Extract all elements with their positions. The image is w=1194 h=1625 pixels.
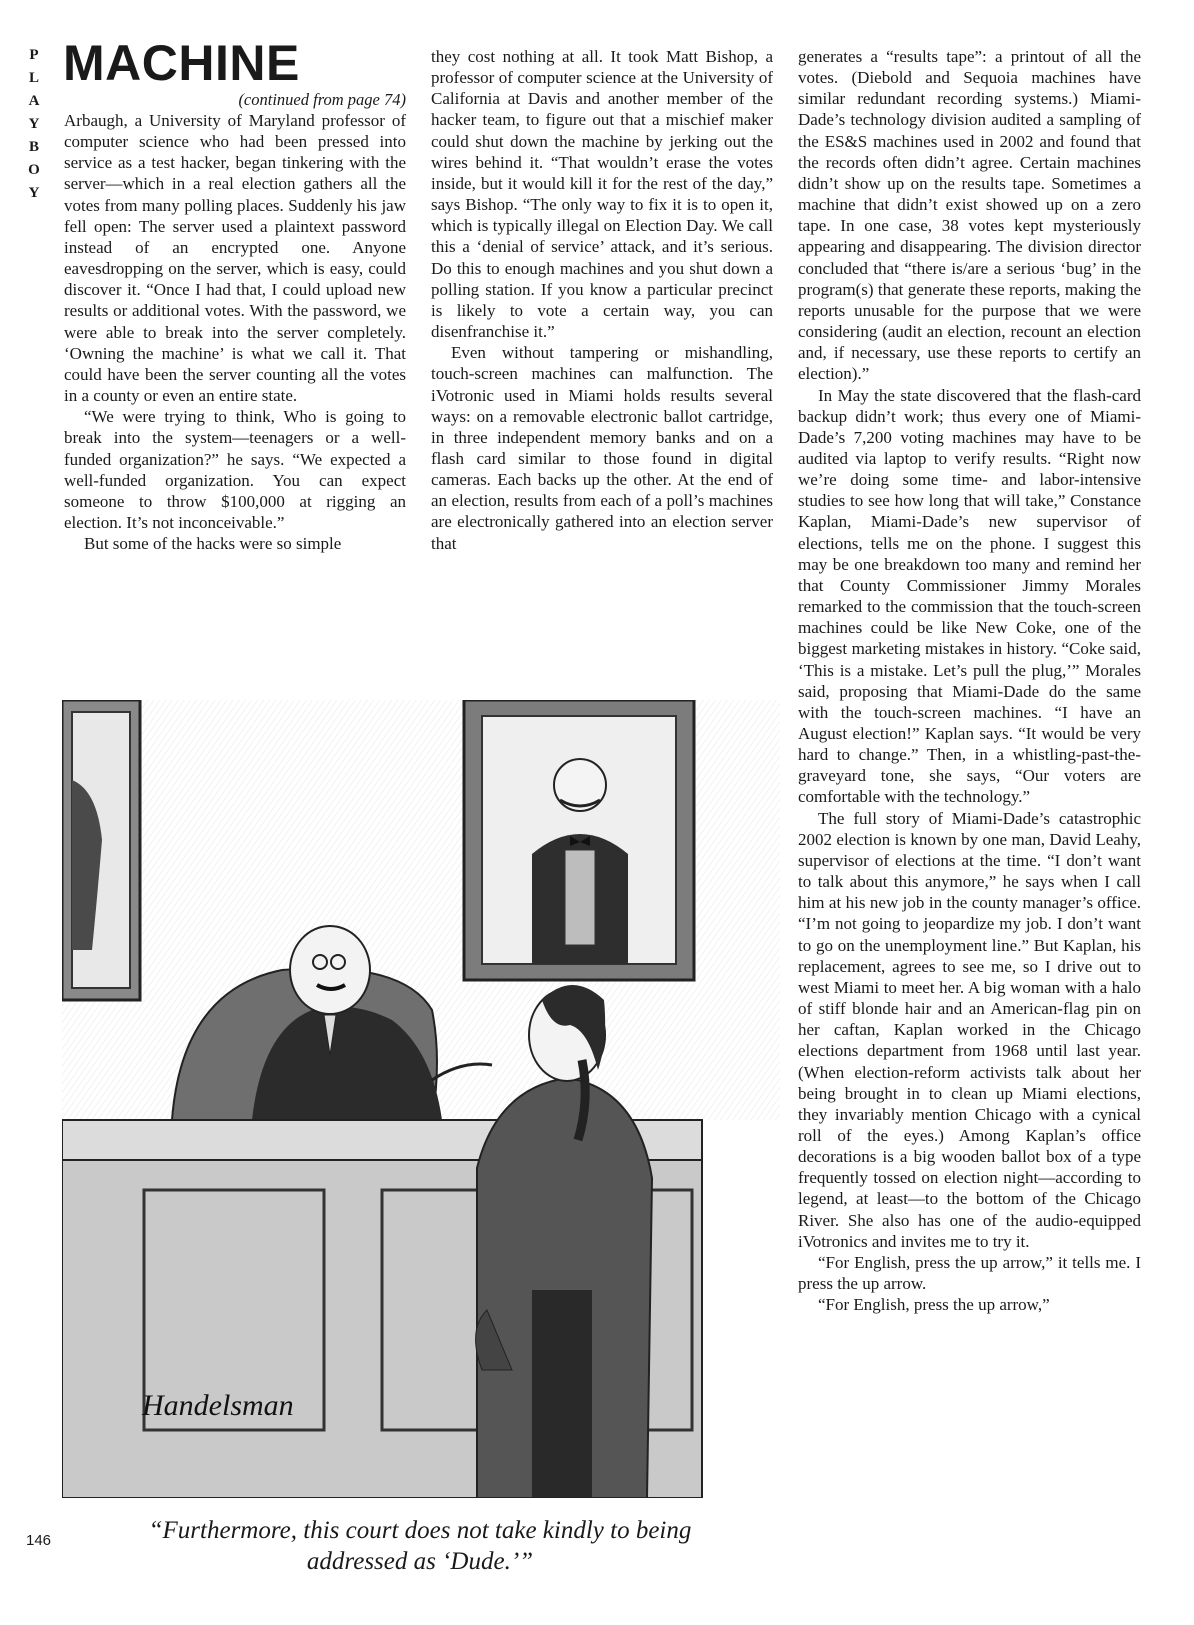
- article-headline: MACHINE: [63, 35, 300, 91]
- paragraph: they cost nothing at all. It took Matt Bishop, a professor of computer science at the University of California at Davis and another member of the hacker team, to figure out that a mischief maker could shut down the machine by jerking out the wires behind it. “That wouldn’t erase the votes inside, but it would kill it for the rest of the day,” says Bishop. “The only way to fix it is to open it, which is typically illegal on Election Day. We call this a ‘denial of service’ attack, and it’s serious. Do this to enough machines and you shut down a polling station. If you know a particular precinct is likely to vote a certain way, you can disenfranchise it.”: [431, 47, 773, 342]
- text-column-3: [798, 46, 1141, 1315]
- cartoonist-signature: Handelsman: [142, 1389, 294, 1422]
- paragraph: “We were trying to think, Who is going to break into the system—teenagers or a well-funded organization?” he says. “We expected a well-funded organization. You can expect someone to throw $100,000 at rigging an election. It’s not inconceivable.”: [64, 407, 406, 532]
- left-portrait-frame: [62, 700, 140, 1000]
- paragraph: “For English, press the up arrow,” it tells me. I press the up arrow.: [798, 1252, 1141, 1294]
- courtroom-cartoon: [62, 700, 780, 1498]
- cartoon-caption: “Furthermore, this court does not take kindly to being addressed as ‘Dude.’”: [148, 1517, 692, 1575]
- running-head-playboy: P L A Y B O Y: [28, 47, 40, 201]
- paragraph: The full story of Miami-Dade’s catastrophic 2002 election is known by one man, David Leahy, supervisor of elections at the time. “I don’t want to talk about this anymore,” he says when I call him at his new job in the county manager’s office. “I’m not going to jeopardize my job. I don’t want to go on the unemployment line.” But Kaplan, his replacement, agrees to see me, so I drive out to west Miami to meet her. A big woman with a halo of stiff blonde hair and an American-flag pin on her caftan, Kaplan worked in the Chicago elections department from 1968 until last year. (When election-reform activists talk about her being brought in to clean up Miami elections, they invariably mention Chicago with a cynical roll of the eyes.) Among Kaplan’s office decorations is a big wooden ballot box of a type frequently tossed on election night—according to legend, at least—to the bottom of the Chicago River. She also has one of the audio-equipped iVotronics and invites me to try it.: [798, 808, 1141, 1251]
- judge-portrait-frame: [464, 700, 694, 980]
- paragraph: Even without tampering or mishandling, touch-screen machines can malfunction. The iVotronic used in Miami holds results several ways: on a removable electronic ballot cartridge, in three independent memory banks and on a flash card similar to those found in digital cameras. Each backs up the other. At the end of an election, results from each of a poll’s machines are electronically gathered into an election server that: [431, 343, 773, 553]
- page-number: 146: [26, 1532, 52, 1549]
- paragraph: “For English, press the up arrow,”: [818, 1295, 1050, 1315]
- paragraph: generates a “results tape”: a printout of all the votes. (Diebold and Sequoia machines have similar redundant recording systems.) Miami-Dade’s technology division audited a sampling of the ES&S machines used in 2002 and found that the records often didn’t agree. Certain machines didn’t show up on the results tape. Sometimes a machine that didn’t exist showed up on a zero tape. In one case, 38 votes kept mysteriously appearing and disappearing. The division director concluded that “there is/are a serious ‘bug’ in the program(s) that generate these reports, making the reports unusable for the purpose that we were considering (audit an election, recount an election and, if necessary, use these reports to certify an election).”: [798, 47, 1141, 384]
- text-column-2: [431, 46, 773, 554]
- paragraph: In May the state discovered that the flash-card backup didn’t work; thus every one of Miami-Dade’s 7,200 voting machines may have to be audited via laptop to verify results. “Right now we’re doing some time- and labor-intensive studies to see how long that will take,” Constance Kaplan, Miami-Dade’s new supervisor of elections, tells me on the phone. I suggest this may be one breakdown too many and remind her that County Commissioner Jimmy Morales remarked to the commission that the touch-screen machines could be like New Coke, one of the biggest marketing mistakes in history. “Coke said, ‘This is a mistake. Let’s pull the plug,’” Morales said, proposing that Miami-Dade do the same with the touch-screen machines. “I have an August election!” Kaplan says. “It would be very hard to change.” Then, in a whistling-past-the-graveyard tone, she says, “Our voters are comfortable with the technology.”: [798, 385, 1141, 807]
- paragraph: But some of the hacks were so simple: [84, 534, 342, 554]
- text-column-1: [64, 110, 406, 554]
- paragraph: Arbaugh, a University of Maryland professor of computer science who had been pressed into service as a test hacker, began tinkering with the server—which in a real election gathers all the votes from many polling places. Suddenly his jaw fell open: The server used a plaintext password instead of an encrypted one. Anyone eavesdropping on the server, which is easy, could discover it. “Once I had that, I could upload new results or additional votes. With the password, we were able to break into the server completely. ‘Owning the machine’ is what we call it. That could have been the server counting all the votes in a county or even an entire state.: [64, 111, 406, 406]
- continued-note: (continued from page 74): [238, 90, 406, 109]
